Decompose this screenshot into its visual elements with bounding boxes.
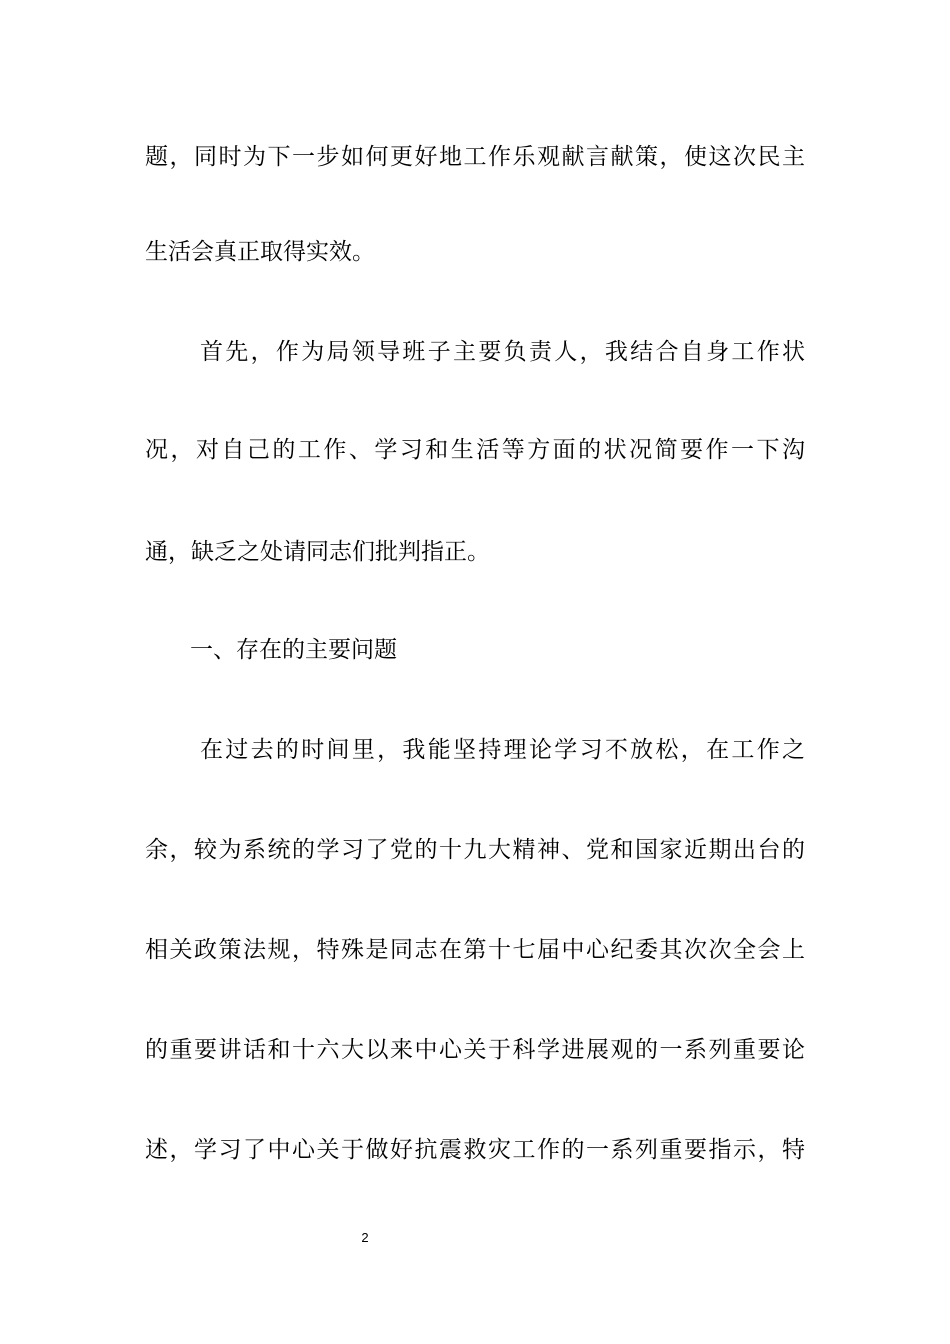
text-line: 在过去的时间里，我能坚持理论学习不放松，在工作之 <box>200 737 805 763</box>
text-line: 通，缺乏之处请同志们批判指正。 <box>145 539 490 565</box>
section-heading: 一、存在的主要问题 <box>190 637 397 663</box>
text-line: 述，学习了中心关于做好抗震救灾工作的一系列重要指示，特 <box>145 1137 805 1163</box>
text-line: 余，较为系统的学习了党的十九大精神、党和国家近期出台的 <box>145 837 805 863</box>
text-line: 相关政策法规，特殊是同志在第十七届中心纪委其次次全会上 <box>145 937 805 963</box>
text-line: 题，同时为下一步如何更好地工作乐观献言献策，使这次民主 <box>145 144 805 170</box>
text-line: 况，对自己的工作、学习和生活等方面的状况简要作一下沟 <box>145 437 805 463</box>
text-line: 首先，作为局领导班子主要负责人，我结合自身工作状 <box>200 339 805 365</box>
page-number: 2 <box>361 1230 369 1245</box>
text-line: 的重要讲话和十六大以来中心关于科学进展观的一系列重要论 <box>145 1037 805 1063</box>
text-line: 生活会真正取得实效。 <box>145 239 375 265</box>
